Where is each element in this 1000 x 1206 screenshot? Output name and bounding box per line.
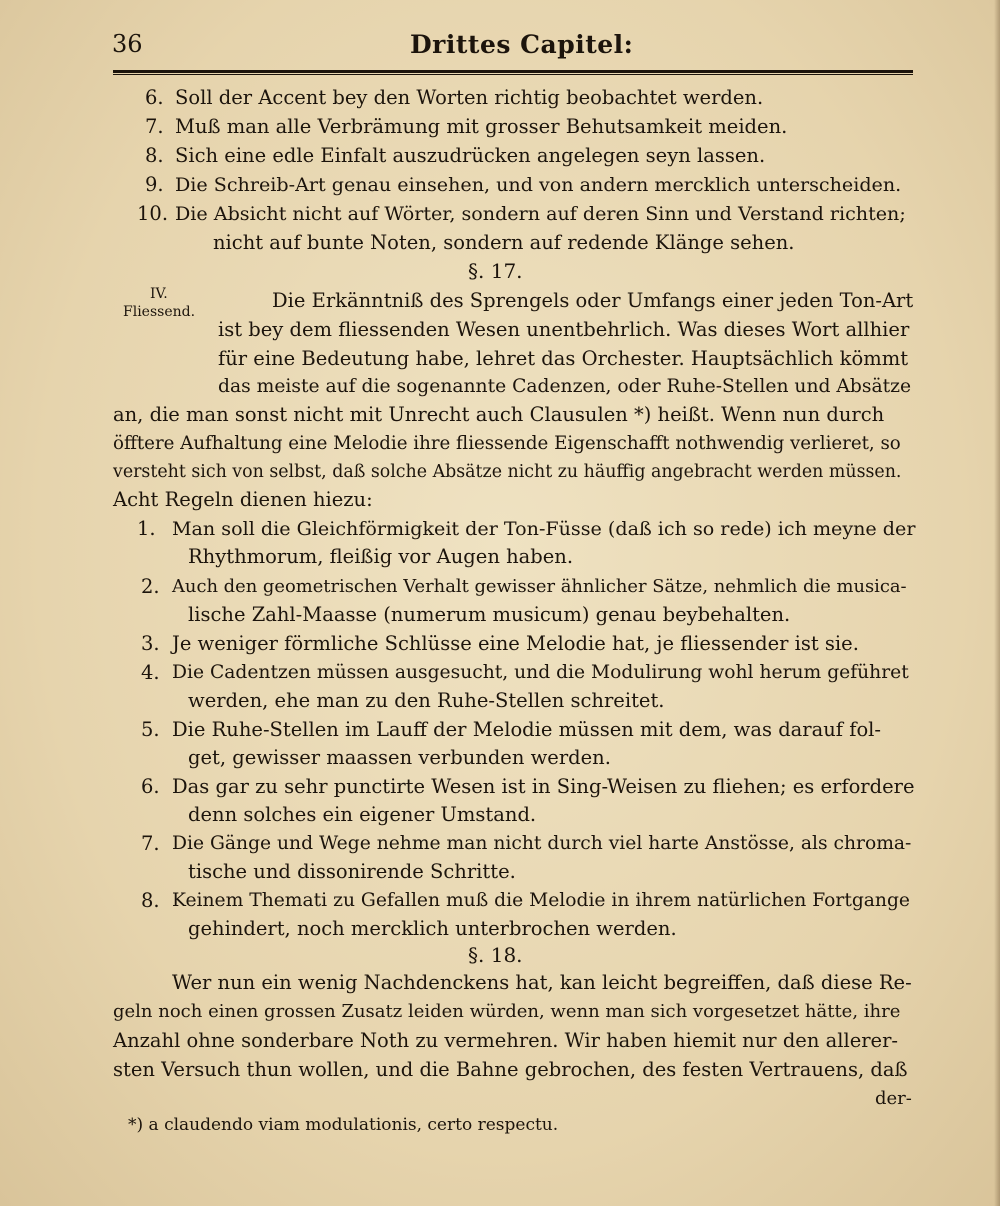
list-item-text: Die Gänge und Wege nehme man nicht durch viel harte Anstösse, als chroma-	[172, 833, 912, 854]
margin-number: IV.	[150, 286, 168, 302]
paragraph-line: Wer nun ein wenig Nachdenckens hat, kan leicht begreiffen, daß diese Re-	[172, 971, 912, 994]
list-item-text: Die Schreib-Art genau einsehen, und von andern mercklich unterscheiden.	[175, 173, 902, 196]
list-item-number: 8.	[145, 144, 164, 167]
paragraph-line: geln noch einen grossen Zusatz leiden würden, wenn man sich vorgesetzet hätte, ihre	[113, 1001, 901, 1022]
list-item-number: 9.	[145, 173, 164, 196]
list-item-text: denn solches ein eigener Umstand.	[188, 803, 537, 826]
list-item-text: Die Cadentzen müssen ausgesucht, und die Modulirung wohl herum geführet	[172, 662, 909, 683]
list-item-text: tische und dissonirende Schritte.	[188, 860, 516, 883]
list-item-number: 1.	[137, 517, 156, 540]
list-item-number: 2.	[141, 575, 160, 598]
list-item-text: Rhythmorum, fleißig vor Augen haben.	[188, 545, 574, 568]
list-item-text: Die Ruhe-Stellen im Lauff der Melodie müssen mit dem, was darauf fol-	[172, 718, 882, 741]
paragraph-line: sten Versuch thun wollen, und die Bahne gebrochen, des festen Vertrauens, daß	[113, 1058, 908, 1081]
page-edge-shadow	[994, 0, 1000, 1206]
page-number: 36	[112, 30, 143, 58]
list-item-text: Man soll die Gleichförmigkeit der Ton-Füsse (daß ich so rede) ich meyne der	[172, 517, 916, 540]
paragraph-line: für eine Bedeutung habe, lehret das Orchester. Hauptsächlich kömmt	[218, 347, 909, 370]
paragraph-line: Anzahl ohne sonderbare Noth zu vermehren. Wir haben hiemit nur den allerer-	[113, 1029, 899, 1052]
header-rule	[113, 70, 913, 75]
list-item-number: 6.	[145, 86, 164, 109]
running-title: Drittes Capitel:	[410, 30, 634, 59]
paragraph-line: öfftere Aufhaltung eine Melodie ihre fliessende Eigenschafft nothwendig verlieret, so	[113, 433, 901, 454]
list-item-number: 10.	[137, 202, 169, 225]
footnote: *) a claudendo viam modulationis, certo respectu.	[128, 1115, 559, 1135]
list-item-number: 7.	[145, 115, 164, 138]
margin-label: Fliessend.	[123, 304, 196, 320]
list-item-text: nicht auf bunte Noten, sondern auf redende Klänge sehen.	[213, 231, 795, 254]
catchword: der-	[875, 1088, 912, 1109]
list-item-text: Muß man alle Verbrämung mit grosser Behutsamkeit meiden.	[175, 115, 788, 138]
list-item-text: lische Zahl-Maasse (numerum musicum) genau beybehalten.	[188, 603, 791, 626]
list-item-text: Die Absicht nicht auf Wörter, sondern auf deren Sinn und Verstand richten;	[175, 202, 906, 225]
list-item-number: 7.	[141, 832, 160, 855]
page-header	[112, 30, 912, 66]
list-item-text: Sich eine edle Einfalt auszudrücken angelegen seyn lassen.	[175, 144, 766, 167]
section-heading: §. 18.	[468, 943, 523, 967]
paragraph-line: an, die man sonst nicht mit Unrecht auch Clausulen *) heißt. Wenn nun durch	[113, 403, 885, 426]
list-item-text: werden, ehe man zu den Ruhe-Stellen schreitet.	[188, 689, 665, 712]
paragraph-line: ist bey dem fliessenden Wesen unentbehrlich. Was dieses Wort allhier	[218, 318, 910, 341]
section-heading: §. 17.	[468, 259, 523, 283]
list-item-number: 6.	[141, 775, 160, 798]
list-item-text: Soll der Accent bey den Worten richtig beobachtet werden.	[175, 86, 764, 109]
list-item-text: Keinem Themati zu Gefallen muß die Melodie in ihrem natürlichen Fortgange	[172, 890, 910, 911]
list-item-number: 4.	[141, 661, 160, 684]
paragraph-line: Acht Regeln dienen hiezu:	[113, 488, 373, 511]
paragraph-line: Die Erkänntniß des Sprengels oder Umfangs einer jeden Ton-Art	[272, 289, 914, 312]
list-item-text: Das gar zu sehr punctirte Wesen ist in Sing-Weisen zu fliehen; es erfordere	[172, 775, 915, 798]
list-item-number: 3.	[141, 632, 160, 655]
list-item-text: Je weniger förmliche Schlüsse eine Melodie hat, je fliessender ist sie.	[172, 632, 859, 655]
list-item-text: Auch den geometrischen Verhalt gewisser ähnlicher Sätze, nehmlich die musica-	[172, 576, 907, 597]
list-item-text: gehindert, noch mercklich unterbrochen werden.	[188, 917, 677, 940]
paragraph-line: das meiste auf die sogenannte Cadenzen, oder Ruhe-Stellen und Absätze	[218, 376, 911, 397]
list-item-number: 5.	[141, 718, 160, 741]
paragraph-line: versteht sich von selbst, daß solche Absätze nicht zu häuffig angebracht werden müssen.	[113, 462, 902, 482]
list-item-text: get, gewisser maassen verbunden werden.	[188, 746, 611, 769]
list-item-number: 8.	[141, 889, 160, 912]
